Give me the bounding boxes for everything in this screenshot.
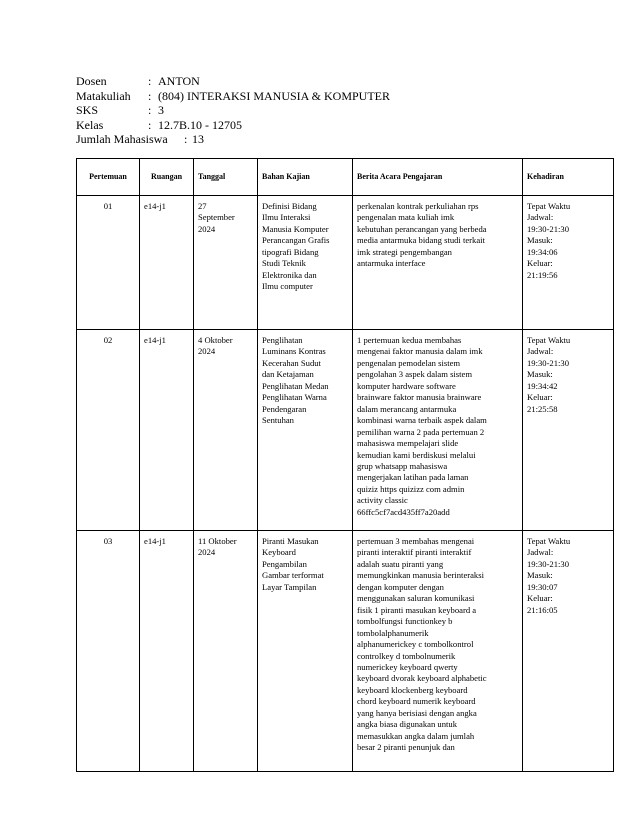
table-row xyxy=(77,196,614,330)
cell-pertemuan: 01 xyxy=(77,196,140,330)
col-header-ruangan: Ruangan xyxy=(140,159,194,196)
table-header-row xyxy=(77,159,614,196)
jumlah-label: Jumlah Mahasiswa xyxy=(76,132,168,146)
cell-kehadiran: Tepat Waktu Jadwal: 19:30-21:30 Masuk: 19:30:07 Keluar: 21:16:05 xyxy=(523,531,614,772)
attendance-table xyxy=(76,158,614,772)
course-header xyxy=(76,74,390,147)
table-row xyxy=(77,330,614,531)
cell-berita-acara: 1 pertemuan kedua membahas mengenai faktor manusia dalam imk pengenalan pemodelan sistem pengolahan 3 aspek dalam sistem komputer hardware software brainware faktor manusia brainware dalam merancang antarmuka kombinasi warna terbaik aspek dalam pemilihan warna 2 pada pertemuan 2 mahasiswa mempelajari slide kemudian kami berdiskusi melalui grup whatsapp mahasiswa mengerjakan latihan pada laman quiziz https quizizz com admin activity classic 66ffc5cf7acd435ff7a20add xyxy=(353,330,523,531)
cell-tanggal: 27 September 2024 xyxy=(194,196,258,330)
col-header-kehadiran: Kehadiran xyxy=(523,159,614,196)
sks-value: 3 xyxy=(158,103,164,117)
jumlah-row xyxy=(76,132,390,147)
sks-label: SKS xyxy=(76,103,99,117)
cell-bahan-kajian: Definisi Bidang Ilmu Interaksi Manusia Komputer Perancangan Grafis tipografi Bidang Studi Teknik Elektronika dan Ilmu computer xyxy=(258,196,353,330)
cell-tanggal: 11 Oktober 2024 xyxy=(194,531,258,772)
cell-pertemuan: 03 xyxy=(77,531,140,772)
jumlah-value: 13 xyxy=(192,132,204,146)
sks-separator: : xyxy=(148,103,152,117)
cell-pertemuan: 02 xyxy=(77,330,140,531)
col-header-berita-acara: Berita Acara Pengajaran xyxy=(353,159,523,196)
kelas-separator: : xyxy=(148,117,152,132)
sks-row xyxy=(76,103,390,118)
matakuliah-value: (804) INTERAKSI MANUSIA & KOMPUTER xyxy=(158,88,391,103)
col-header-pertemuan: Pertemuan xyxy=(77,159,140,196)
cell-berita-acara: perkenalan kontrak perkuliahan rps pengenalan mata kuliah imk kebutuhan perancangan yang berbeda media antarmuka bidang studi terkait imk strategi pengembangan antarmuka interface xyxy=(353,196,523,330)
cell-ruangan: e14-j1 xyxy=(140,330,194,531)
dosen-value: ANTON xyxy=(158,74,200,88)
jumlah-separator: : xyxy=(184,132,188,146)
cell-berita-acara: pertemuan 3 membahas mengenai piranti interaktif piranti interaktif adalah suatu piranti yang memungkinkan manusia berinteraksi dengan komputer dengan menggunakan saluran komunikasi fisik 1 piranti masukan keyboard a tombolfungsi functionkey b tombolalphanumerik alphanumerickey c tombolkontrol controlkey d tombolnumerik numerickey keyboard qwerty keyboard dvorak keyboard alphabetic keyboard klockenberg keyboard chord keyboard numerik keyboard yang hanya berisiasi dengan angka angka biasa digunakan untuk memasukkan angka dalam jumlah besar 2 piranti penunjuk dan xyxy=(353,531,523,772)
cell-bahan-kajian: Penglihatan Luminans Kontras Kecerahan Sudut dan Ketajaman Penglihatan Medan Penglihatan Warna Pendengaran Sentuhan xyxy=(258,330,353,531)
dosen-row xyxy=(76,74,390,89)
kelas-value: 12.7B.10 - 12705 xyxy=(158,117,242,132)
cell-ruangan: e14-j1 xyxy=(140,196,194,330)
col-header-bahan-kajian: Bahan Kajian xyxy=(258,159,353,196)
matakuliah-row xyxy=(76,89,390,104)
matakuliah-separator: : xyxy=(148,88,152,103)
cell-tanggal: 4 Oktober 2024 xyxy=(194,330,258,531)
dosen-separator: : xyxy=(148,74,152,88)
col-header-tanggal: Tanggal xyxy=(194,159,258,196)
dosen-label: Dosen xyxy=(76,74,107,88)
kelas-label: Kelas xyxy=(76,117,104,132)
kelas-row xyxy=(76,118,390,133)
cell-ruangan: e14-j1 xyxy=(140,531,194,772)
matakuliah-label: Matakuliah xyxy=(76,88,131,103)
table-row xyxy=(77,531,614,772)
cell-bahan-kajian: Piranti Masukan Keyboard Pengambilan Gambar terformat Layar Tampilan xyxy=(258,531,353,772)
cell-kehadiran: Tepat Waktu Jadwal: 19:30-21:30 Masuk: 19:34:42 Keluar: 21:25:58 xyxy=(523,330,614,531)
cell-kehadiran: Tepat Waktu Jadwal: 19:30-21:30 Masuk: 19:34:06 Keluar: 21:19:56 xyxy=(523,196,614,330)
